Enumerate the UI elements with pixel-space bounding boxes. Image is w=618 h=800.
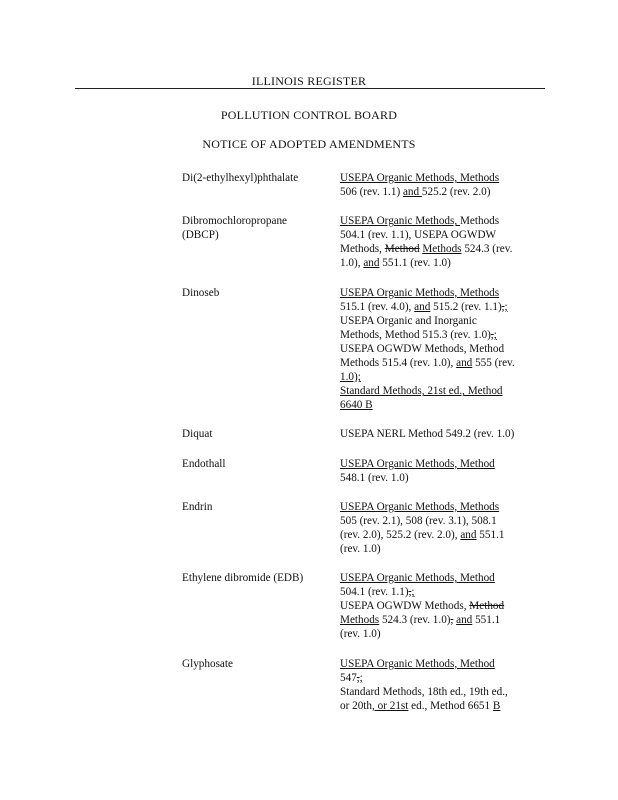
table-row — [182, 571, 554, 641]
method-text: 551.1 — [476, 528, 505, 541]
method-line — [340, 214, 540, 228]
added-text: , or 21st — [372, 699, 409, 712]
method-line — [340, 500, 540, 514]
method-line — [340, 171, 540, 185]
analytical-method — [340, 214, 540, 270]
method-line — [340, 185, 540, 199]
added-text: USEPA Organic Methods, — [340, 215, 460, 228]
method-text: 515.2 (rev. 1.1) — [430, 300, 502, 313]
deleted-text: , — [501, 300, 505, 313]
table-row — [182, 171, 554, 199]
contaminant-name — [182, 657, 340, 713]
method-line — [340, 657, 540, 671]
contaminant-name — [182, 427, 340, 441]
method-line — [340, 342, 540, 356]
method-text: ed., Method 6651 — [408, 699, 493, 712]
method-line — [340, 457, 540, 471]
added-text: and — [363, 257, 380, 270]
method-text: 547 — [340, 671, 357, 684]
contaminant-name-line: Dibromochloropropane — [182, 215, 288, 228]
method-text: (rev. 1.0) — [340, 542, 381, 555]
added-text: 6640 B — [340, 399, 373, 412]
method-text: Standard Methods, 18th ed., 19th ed., — [340, 685, 508, 698]
contaminant-name — [182, 171, 340, 199]
method-text: 504.1 (rev. 1.1) — [340, 586, 409, 599]
method-line — [340, 398, 540, 412]
method-line — [340, 685, 540, 699]
added-text: USEPA Organic Methods, Method — [340, 457, 495, 470]
added-text: USEPA Organic Methods, Methods — [340, 286, 500, 299]
contaminant-name-line: (DBCP) — [182, 229, 219, 242]
method-line — [340, 671, 540, 685]
notice-title: NOTICE OF ADOPTED AMENDMENTS — [202, 137, 416, 151]
contaminant-name — [182, 500, 340, 556]
method-text: Methods, Method 515.3 (rev. 1.0) — [340, 328, 491, 341]
method-text: Methods — [459, 215, 500, 228]
table-row — [182, 457, 554, 485]
method-line — [340, 286, 540, 300]
added-text: and — [402, 186, 422, 199]
contaminant-name — [182, 286, 340, 413]
deleted-text: , — [450, 614, 454, 627]
board-title: POLLUTION CONTROL BOARD — [220, 108, 398, 122]
table-row — [182, 657, 554, 713]
table-row — [182, 214, 554, 270]
contaminant-name — [182, 214, 340, 270]
method-text: USEPA NERL Method 549.2 (rev. 1.0) — [340, 428, 515, 441]
method-line — [340, 356, 540, 370]
method-line — [340, 242, 540, 256]
method-line — [340, 384, 540, 398]
deleted-text: , — [356, 671, 360, 684]
analytical-method — [340, 286, 540, 413]
method-text: USEPA Organic and Inorganic — [340, 314, 477, 327]
contaminant-name — [182, 457, 340, 485]
contaminant-name-line: Glyphosate — [182, 657, 233, 670]
deleted-text: , — [490, 328, 494, 341]
added-text: ; — [411, 586, 415, 599]
method-text: 524.3 (rev. 1.0) — [379, 614, 451, 627]
method-line — [340, 528, 540, 542]
method-text: 506 (rev. 1.1) — [340, 186, 403, 199]
method-text: 555 (rev. — [472, 357, 515, 370]
table-row — [182, 500, 554, 556]
added-text: B — [492, 699, 501, 712]
added-text: USEPA Organic Methods, — [340, 172, 460, 184]
analytical-method — [340, 171, 540, 199]
analytical-method — [340, 571, 540, 641]
contaminant-name-line: Di(2-ethylhexyl)phthalate — [182, 172, 299, 184]
method-text: 515.1 (rev. 4.0), — [340, 300, 415, 313]
method-text: 548.1 (rev. 1.0) — [340, 471, 409, 484]
method-text: 525.2 (rev. 2.0) — [421, 186, 491, 199]
table-row — [182, 286, 554, 413]
added-text: Standard Methods, 21st ed., Method — [340, 385, 503, 398]
contaminant-name-line: Dinoseb — [182, 286, 220, 299]
deleted-text: Method — [384, 243, 420, 256]
method-line — [340, 571, 540, 585]
register-title — [0, 74, 618, 89]
method-text: Methods 515.4 (rev. 1.0), — [340, 357, 457, 370]
added-text: and — [456, 614, 473, 627]
added-text: USEPA Organic Methods, Method — [340, 572, 495, 585]
method-text: USEPA OGWDW Methods, Method — [340, 342, 505, 355]
added-text: and — [414, 300, 431, 313]
method-line — [340, 256, 540, 270]
analytical-method — [340, 427, 540, 441]
method-line — [340, 427, 540, 441]
method-text: or 20th — [340, 699, 373, 712]
register-title-text: ILLINOIS REGISTER — [248, 74, 370, 88]
contaminant-name-line: Diquat — [182, 428, 213, 441]
contaminant-name-line: Ethylene dibromide (EDB) — [182, 572, 304, 585]
added-text: ; — [359, 671, 363, 684]
added-text: 1.0); — [340, 371, 361, 384]
method-text: USEPA OGWDW Methods, — [340, 600, 470, 613]
method-text: 551.1 (rev. 1.0) — [379, 257, 451, 270]
method-line — [340, 699, 540, 713]
method-line — [340, 300, 540, 314]
method-text: Methods, — [340, 243, 385, 256]
deleted-text: , — [408, 586, 412, 599]
added-text: ; — [493, 328, 497, 341]
method-line — [340, 228, 540, 242]
table-row — [182, 427, 554, 441]
method-text: 524.3 (rev. — [461, 243, 513, 256]
contaminant-name-line: Endrin — [182, 500, 213, 513]
analytical-method — [340, 457, 540, 485]
added-text: Methods — [459, 172, 500, 184]
method-text: 505 (rev. 2.1), 508 (rev. 3.1), 508.1 — [340, 514, 497, 527]
method-line — [340, 599, 540, 613]
analytical-method — [340, 500, 540, 556]
deleted-text: Method — [469, 600, 505, 613]
method-text: 504.1 (rev. 1.1), USEPA OGWDW — [340, 229, 497, 242]
added-text: Methods — [340, 614, 380, 627]
contaminant-name — [182, 571, 340, 641]
method-line — [340, 613, 540, 627]
method-text: (rev. 1.0) — [340, 628, 381, 641]
added-text: USEPA Organic Methods, Methods — [340, 500, 500, 513]
contaminant-name-line: Endothall — [182, 457, 226, 470]
method-text: (rev. 2.0), 525.2 (rev. 2.0), — [340, 528, 461, 541]
method-line — [340, 627, 540, 641]
method-line — [340, 328, 540, 342]
added-text: Methods — [422, 243, 462, 256]
analytical-method — [340, 657, 540, 713]
method-line — [340, 514, 540, 528]
added-text: USEPA Organic Methods, Method — [340, 657, 495, 670]
method-line — [340, 542, 540, 556]
method-line — [340, 585, 540, 599]
contaminant-method-table — [182, 171, 554, 728]
method-line — [340, 370, 540, 384]
method-line — [340, 314, 540, 328]
method-line — [340, 471, 540, 485]
added-text: ; — [504, 300, 508, 313]
added-text: and — [456, 357, 473, 370]
added-text: and — [460, 528, 477, 541]
method-text: 1.0), — [340, 257, 364, 270]
method-text: 551.1 — [472, 614, 501, 627]
